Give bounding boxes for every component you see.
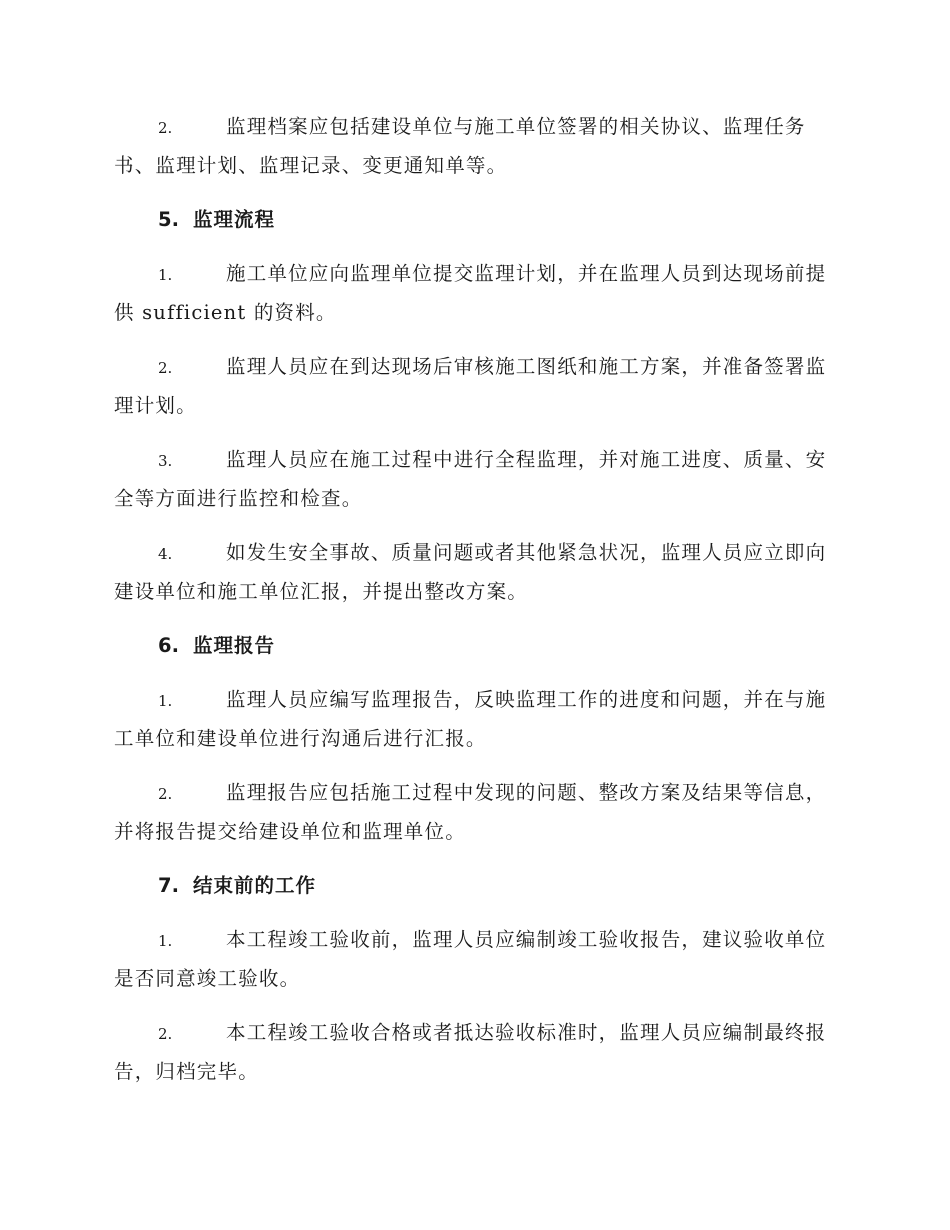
item-number: 4.: [158, 545, 173, 563]
list-item: [114, 1014, 836, 1091]
item-text: 如发生安全事故、质量问题或者其他紧急状况，监理人员应立即向建设单位和施工单位汇报，并提出整改方案。: [114, 541, 827, 603]
item-number: 2.: [158, 1025, 173, 1043]
section-number: 7.: [158, 874, 179, 897]
section-heading: [114, 201, 836, 239]
item-text: 监理人员应编写监理报告，反映监理工作的进度和问题，并在与施工单位和建设单位进行沟通后进行汇报。: [114, 688, 827, 750]
list-item: [114, 774, 836, 851]
item-number: 1.: [158, 692, 173, 710]
document-body: [114, 108, 836, 1107]
section-number: 6.: [158, 634, 179, 657]
list-item: [114, 921, 836, 998]
item-text: 监理人员应在施工过程中进行全程监理，并对施工进度、质量、安全等方面进行监控和检查。: [114, 448, 827, 510]
section-title: 结束前的工作: [192, 874, 316, 897]
item-text: 本工程竣工验收前，监理人员应编制竣工验收报告，建议验收单位是否同意竣工验收。: [114, 928, 827, 990]
list-item: [114, 441, 836, 518]
item-text: 监理报告应包括施工过程中发现的问题、整改方案及结果等信息，并将报告提交给建设单位和监理单位。: [114, 781, 827, 843]
item-number: 1.: [158, 266, 173, 284]
list-item: [114, 681, 836, 758]
section-heading: [114, 867, 836, 905]
list-item: [114, 534, 836, 611]
item-text: 本工程竣工验收合格或者抵达验收标准时，监理人员应编制最终报告，归档完毕。: [114, 1021, 827, 1083]
item-number: 2.: [158, 785, 173, 803]
item-text: 监理人员应在到达现场后审核施工图纸和施工方案，并准备签署监理计划。: [114, 355, 827, 417]
item-number: 1.: [158, 932, 173, 950]
item-number: 2.: [158, 119, 173, 137]
list-item: [114, 348, 836, 425]
section-title: 监理流程: [192, 208, 275, 231]
list-item: [114, 255, 836, 332]
item-text: 监理档案应包括建设单位与施工单位签署的相关协议、监理任务书、监理计划、监理记录、变更通知单等。: [114, 115, 806, 177]
section-title: 监理报告: [192, 634, 275, 657]
item-number: 2.: [158, 359, 173, 377]
item-text: 施工单位应向监理单位提交监理计划，并在监理人员到达现场前提供 sufficient 的资料。: [114, 262, 827, 324]
list-item: [114, 108, 836, 185]
section-heading: [114, 627, 836, 665]
section-number: 5.: [158, 208, 179, 231]
item-number: 3.: [158, 452, 173, 470]
